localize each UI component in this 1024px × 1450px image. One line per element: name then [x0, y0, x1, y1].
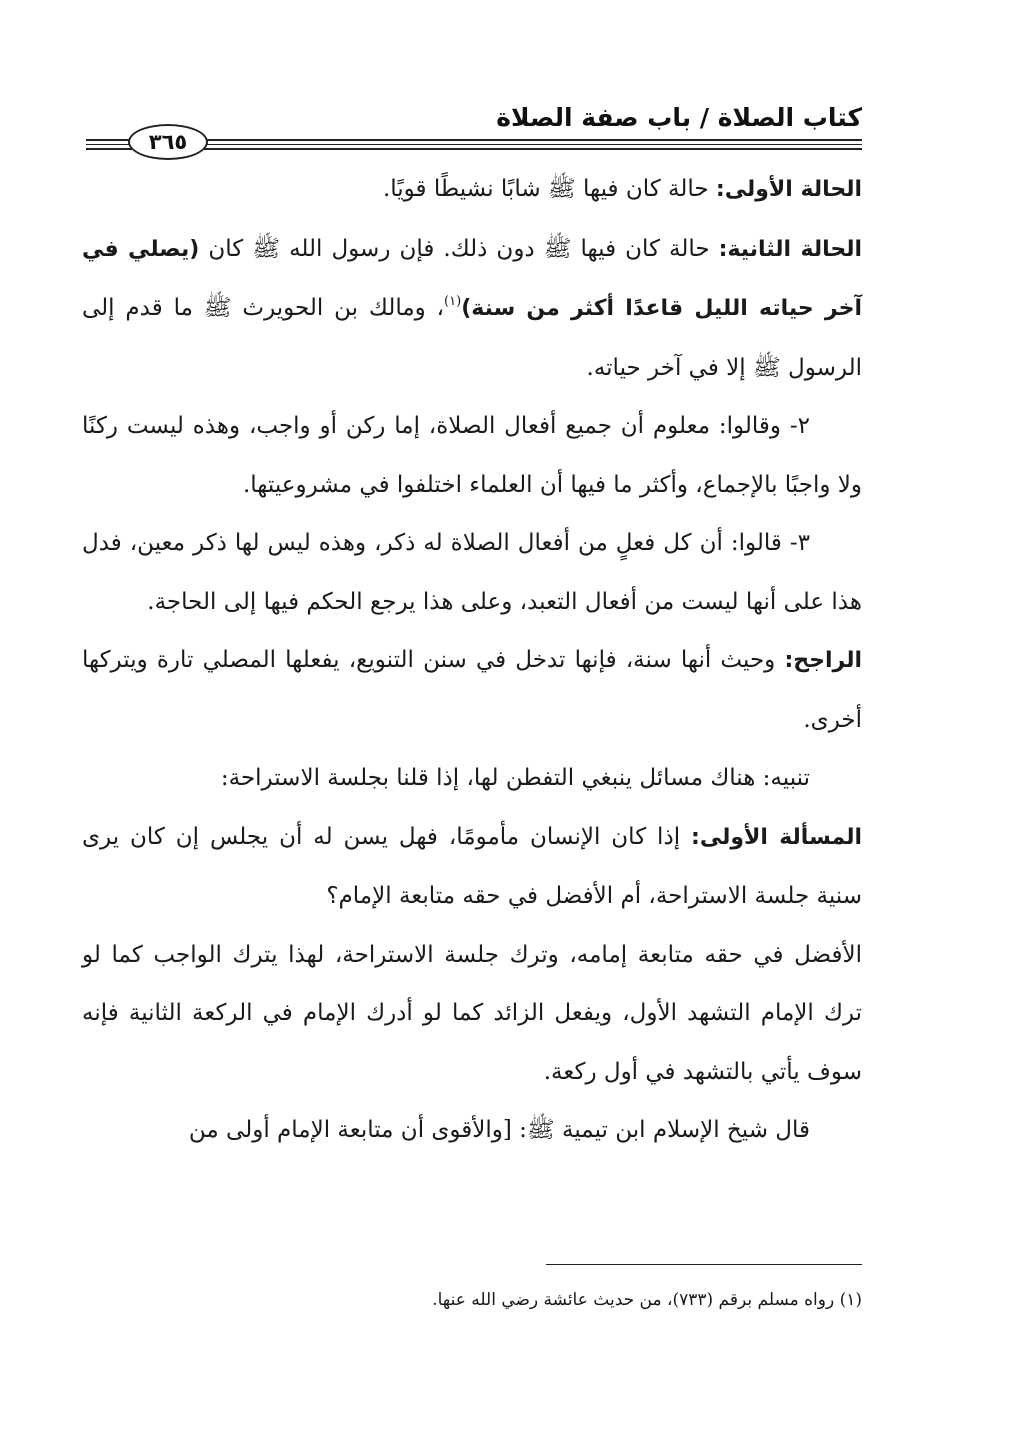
footnote: (١) رواه مسلم برقم (٧٣٣)، من حديث عائشة رضي الله عنها.: [432, 1290, 862, 1310]
paragraph-text: وحيث أنها سنة، فإنها تدخل في سنن التنويع، يفعلها المصلي تارة ويتركها أخرى.: [82, 647, 862, 733]
paragraph-text: ٣- قالوا: أن كل فعلٍ من أفعال الصلاة له ذكر، وهذه ليس لها ذكر معين، فدل هذا على أنها ليست من أفعال التعبد، وعلى هذا يرجع الحكم فيها إلى الحاجة.: [82, 530, 862, 615]
running-title: كتاب الصلاة / باب صفة الصلاة: [496, 103, 862, 132]
paragraph-text: تنبيه: هناك مسائل ينبغي التفطن لها، إذا قلنا بجلسة الاستراحة:: [220, 765, 810, 791]
paragraph-text: الأفضل في حقه متابعة إمامه، وترك جلسة الاستراحة، لهذا يترك الواجب كما لو ترك الإمام التشهد الأول، ويفعل الزائد كما لو أدرك الإمام في الركعة الثانية فإنه سوف يأتي بالتشهد في أول ركعة.: [82, 941, 862, 1085]
paragraph-text: ٢- وقالوا: معلوم أن جميع أفعال الصلاة، إما ركن أو واجب، وهذه ليست ركنًا ولا واجبًا بالإجماع، وأكثر ما فيها أن العلماء اختلفوا في مشروعيتها.: [82, 413, 862, 498]
paragraph-text: حالة كان فيها ﷺ شابًا نشيطًا قويًا.: [382, 176, 716, 202]
paragraph: [82, 220, 862, 398]
paragraph: [82, 749, 862, 808]
footnote-ref[interactable]: (١): [444, 294, 462, 309]
paragraph-lead: الحالة الأولى:: [715, 177, 862, 202]
paragraph: [82, 631, 862, 749]
paragraph-lead: المسألة الأولى:: [691, 824, 863, 850]
paragraph: [82, 160, 862, 220]
paragraph: [82, 926, 862, 1102]
paragraph: [82, 397, 862, 514]
paragraph-text: قال شيخ الإسلام ابن تيمية ﷺ: [والأقوى أن متابعة الإمام أولى من: [188, 1117, 810, 1143]
page-number-badge: [128, 124, 208, 160]
main-text: [82, 160, 862, 1160]
paragraph-text: حالة كان فيها ﷺ دون ذلك. فإن رسول الله ﷺ كان: [199, 235, 719, 262]
paragraph-text: إذا كان الإنسان مأمومًا، فهل يسن له أن يجلس إن كان يرى سنية جلسة الاستراحة، أم الأفضل في حقه متابعة الإمام؟: [82, 823, 862, 909]
paragraph: [82, 1101, 862, 1160]
paragraph: [82, 514, 862, 631]
page-number: ٣٦٥: [148, 130, 188, 154]
paragraph-lead: الراجح:: [784, 648, 862, 673]
hadith-quote: (يصلي في آخر حياته الليل قاعدًا أكثر من سنة): [82, 236, 862, 321]
paragraph-text: ، ومالك بن الحويرث ﷺ ما قدم إلى الرسول ﷺ إلا في آخر حياته.: [82, 295, 862, 381]
footnote-separator: [546, 1264, 862, 1265]
paragraph-lead: الحالة الثانية:: [718, 236, 862, 262]
paragraph: [82, 808, 862, 926]
